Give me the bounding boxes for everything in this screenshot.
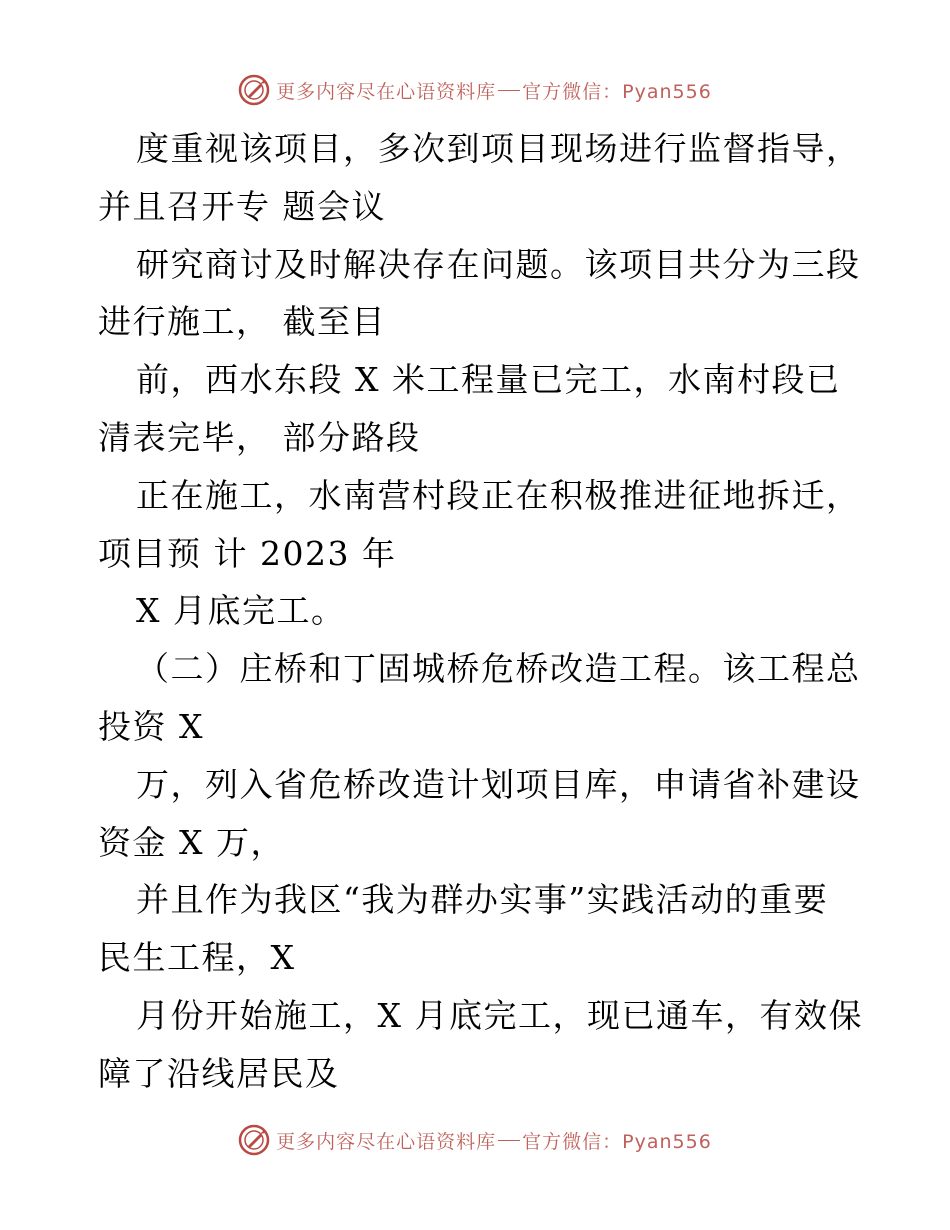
text-line: 研究商讨及时解决存在问题。该项目共分为三段 [136, 244, 861, 284]
header-watermark [0, 70, 950, 110]
text-line: 资金 X 万， [98, 822, 285, 862]
footer-banner-dash [498, 1140, 520, 1141]
text-line: 投资 X [98, 706, 204, 746]
header-banner-main: 更多内容尽在心语资料库 [276, 80, 497, 103]
text-line: 项目预 计 2023 年 [98, 533, 397, 573]
footer-banner-main: 更多内容尽在心语资料库 [276, 1130, 497, 1153]
text-line: 进行施工， 截至目 [98, 302, 386, 342]
text-line: 并且召开专 题会议 [98, 186, 386, 226]
brand-logo-icon [238, 1124, 270, 1156]
header-banner-dash [498, 90, 520, 91]
text-line: （二）庄桥和丁固城桥危桥改造工程。该工程总 [136, 649, 861, 689]
text-line: 正在施工，水南营村段正在积极推进征地拆迁， [136, 475, 861, 515]
text-line: 万，列入省危桥改造计划项目库，申请省补建设 [136, 764, 861, 804]
text-line: 度重视该项目，多次到项目现场进行监督指导， [136, 129, 861, 168]
text-line: X 月底完工。 [136, 591, 346, 631]
brand-logo-icon [238, 74, 270, 106]
text-line: 月份开始施工，X 月底完工，现已通车，有效保 [136, 995, 863, 1035]
footer-banner-suffix: 官方微信：Pyan556 [522, 1130, 712, 1153]
footer-watermark [0, 1120, 950, 1160]
text-line: 民生工程，X [98, 938, 296, 978]
text-line: 清表完毕， 部分路段 [98, 417, 421, 457]
document-body [98, 120, 863, 1103]
text-line: 并且作为我区“我为群办实事”实践活动的重要 [136, 880, 829, 920]
header-banner-suffix: 官方微信：Pyan556 [522, 80, 712, 103]
text-line: 前，西水东段 X 米工程量已完工，水南村段已 [136, 360, 841, 400]
text-line: 障了沿线居民及 [98, 1053, 340, 1093]
